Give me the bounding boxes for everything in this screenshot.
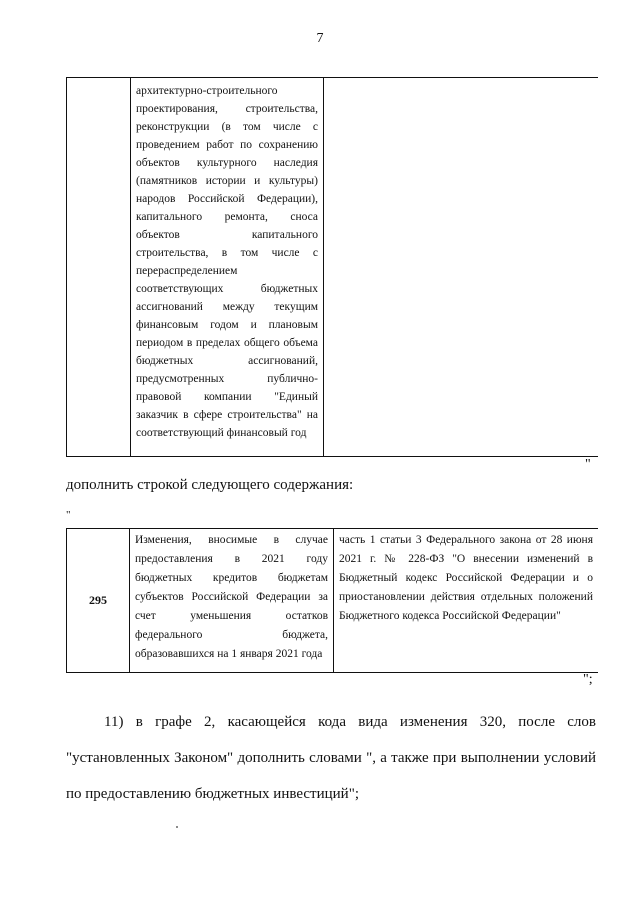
table-cell-description (131, 78, 324, 457)
table-cell-code (67, 78, 131, 457)
page-number: 7 (316, 31, 324, 46)
new-row-table (66, 528, 598, 673)
table-row (67, 529, 599, 673)
table-cell-description-text: архитектурно-строительного проектирования, строительства, реконструкции (в том числе с проведением работ по сохранению объектов культурного наследия (памятников истории и культуры) народов Российской Федерации), капитального ремонта, сноса объектов капитального строительства, в том числе с перераспределением соответствующих бюджетных ассигнований между текущим финансовым годом и плановым периодом в пределах общего объема бюджетных ассигнований, предусмотренных публично-правовой компании "Единый заказчик в сфере строительства" на соответствующий финансовый год (136, 85, 318, 439)
amendment-table-continued (66, 77, 598, 457)
table-cell-basis (324, 78, 599, 457)
table-cell-basis-text: часть 1 статьи 3 Федерального закона от 28 июня 2021 г. № 228-ФЗ "О внесении изменений в Бюджетный кодекс Российской Федерации и о приостановлении действия отдельных положений Бюджетного кодекса Российской Федерации" (339, 534, 593, 622)
closing-quote-semicolon: "; (583, 672, 593, 687)
paragraph-add-row: дополнить строкой следующего содержания: (66, 477, 354, 493)
opening-quote-mark: " (66, 509, 71, 521)
table-cell-description-text: Изменения, вносимые в случае предоставления в 2021 году бюджетных кредитов бюджетам субъектов Российской Федерации за счет уменьшения остатков федерального бюджета, образовавшихся на 1 января 2021 года (135, 534, 328, 660)
scan-speck (176, 826, 178, 828)
closing-quote-mark: " (585, 457, 591, 472)
table-cell-basis (334, 529, 599, 673)
table-cell-description (130, 529, 334, 673)
table-cell-code: 295 (67, 529, 130, 673)
table-row (67, 78, 599, 457)
paragraph-item-11: 11) в графе 2, касающейся кода вида изменения 320, после слов "установленных Законом" дополнить словами ", а также при выполнении условий по предоставлению бюджетных инвестиций"; (66, 714, 596, 802)
